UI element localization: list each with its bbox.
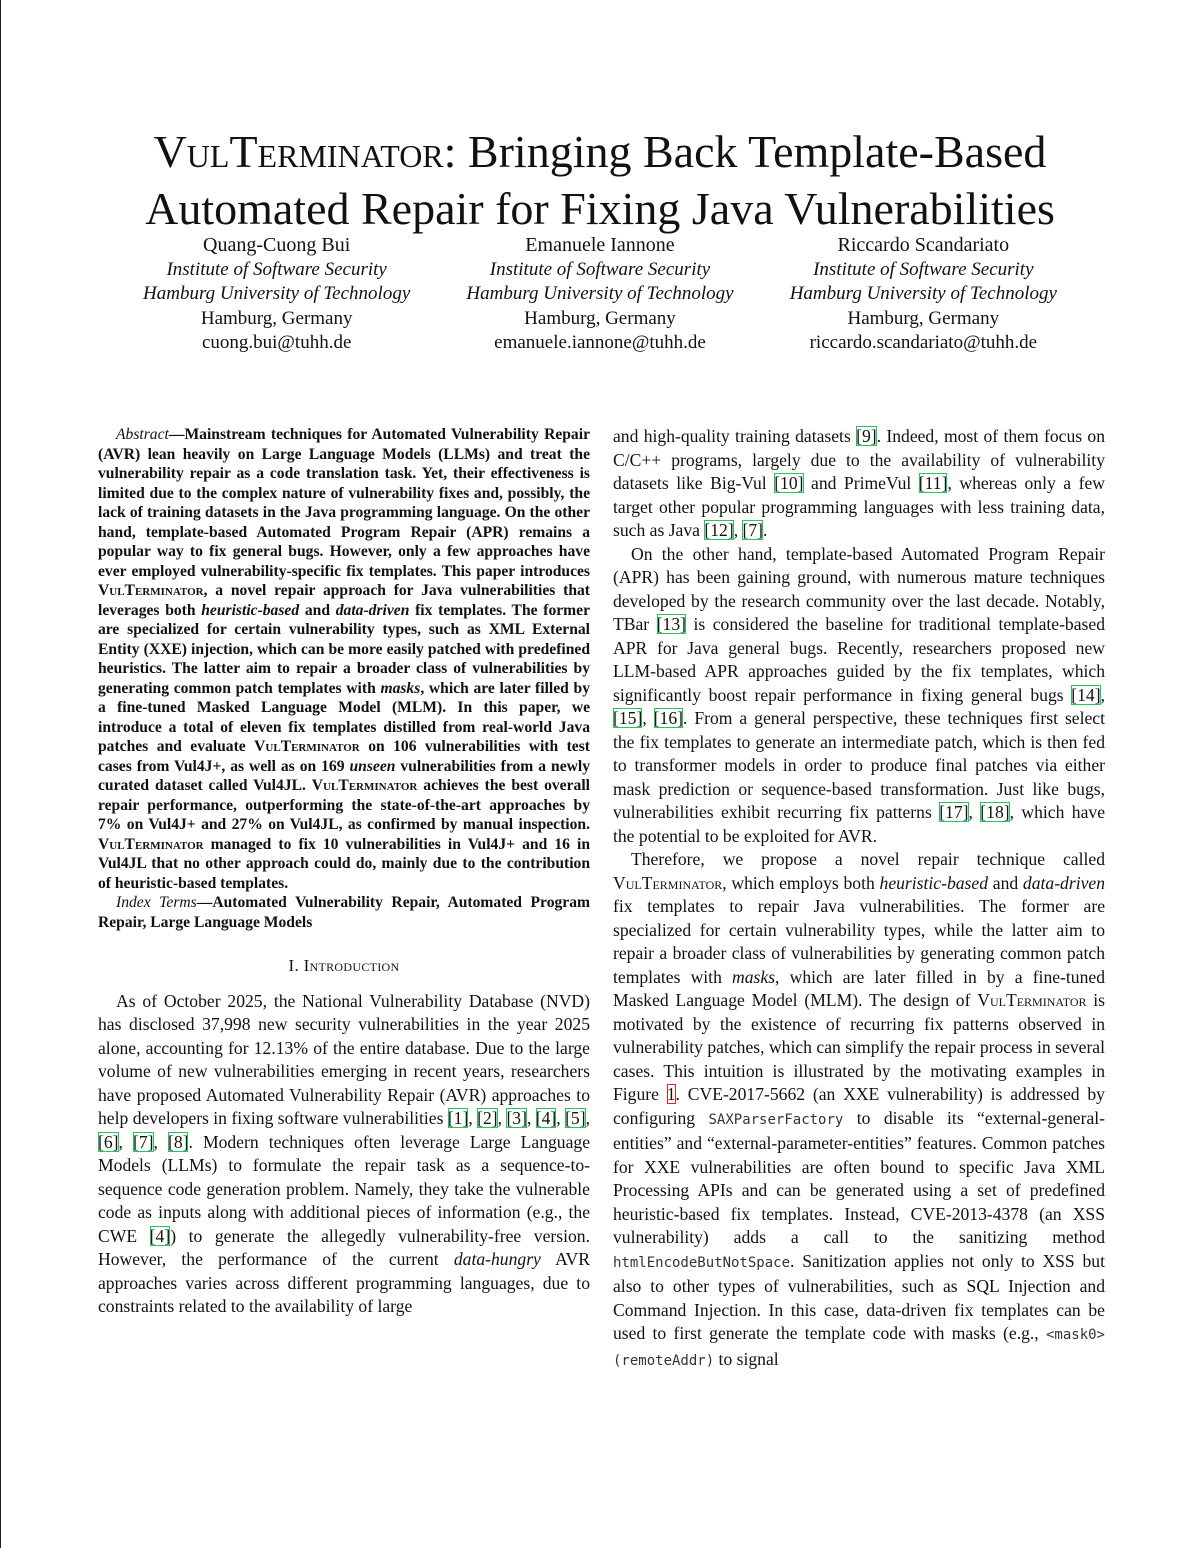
body-text: . Sanitization applies not only to XSS but also to other types of vulnerabilities, such as SQL Injection and Command Injection. In this case, data-driven fix templates can be used to first generate the template code with masks (e.g., [613,1250,1105,1343]
citation-link[interactable]: [7] [132,1131,154,1152]
body-text: . [763,520,768,540]
abstract-text: vulnerabilities from a newly curated dataset called Vul4JL. [98,757,591,794]
author-1 [115,233,438,356]
author-affiliation: Institute of Software Security [489,258,711,280]
body-text: AVR approaches varies across different programming languages, due to constraints related to the availability of large [98,1249,590,1316]
body-text: , which are later filled in by a fine-tuned Masked Language Model (MLM). The design of [613,966,1105,1010]
abstract-emphasis: masks [380,679,421,697]
author-university: Hamburg University of Technology [789,283,1057,304]
section-title: Introduction [303,956,400,975]
citation-link[interactable]: [18] [980,802,1010,822]
body-text: On the other hand, template-based Automated Program Repair (APR) has been gaining ground, with numerous mature techniques developed by the research community over the last decade. Notably, TBar [613,543,1105,634]
author-location: Hamburg, Germany [524,307,676,329]
citation-link[interactable]: [10] [774,473,804,493]
index-terms [98,893,590,932]
body-text: to signal [714,1348,779,1369]
page-left-border [0,0,1,1548]
body-text: , which have the potential to be exploited for AVR. [613,802,1106,846]
body-text: ) to generate the allegedly vulnerability-free version. However, the performance of the current [98,1225,590,1269]
tool-name: VulTerminator [977,990,1087,1010]
author-location: Hamburg, Germany [200,307,353,329]
author-university: Hamburg University of Technology [143,283,411,304]
paper-title [60,123,1140,237]
body-text: , whereas only a few target other popular programming languages with less training data, such as Java [613,473,1105,540]
author-affiliation: Institute of Software Security [813,258,1034,280]
abstract-text: fix templates. The former are specialized for certain vulnerability types, such as XML External Entity (XXE) injection, which can be more easily patched with predefined heuristics. The latter aim to repair a broader class of vulnerabilities by generating common patch templates with [98,601,590,697]
title-tool-name: VulTerminator [153,125,444,177]
author-name: Emanuele Iannone [525,234,675,256]
body-text: , [733,520,743,540]
citation-link[interactable]: [7] [742,520,763,540]
citation-link[interactable]: [12] [704,520,734,540]
tool-name: VulTerminator [98,582,204,599]
figure-link[interactable]: 1 [666,1084,676,1104]
code-snippet: SAXParserFactory [708,1111,844,1128]
author-2 [438,233,761,356]
citation-link[interactable]: [9] [856,426,877,446]
citation-link[interactable]: [3] [506,1108,527,1128]
code-snippet: <mask0>(remoteAddr) [613,1327,1105,1369]
abstract-text: managed to fix 10 vulnerabilities in Vul4J+ and 16 in Vul4JL that no other approach could do, mainly due to the contribution of heuristic-based templates. [98,835,590,892]
body-emphasis: heuristic-based [879,872,989,893]
code-snippet: htmlEncodeButNotSpace [613,1254,791,1271]
body-text: . Indeed, most of them focus on C/C++ programs, largely due to the availability of vulnerability datasets like Big-Vul [613,426,1105,493]
body-paragraph: On the other hand, template-based Automated Program Repair (APR) has been gaining ground, with numerous mature techniques developed by the research community over the last decade. Notably, TBar [13] is considered the baseline for traditional template-based APR for Java general bugs. Recently, researchers proposed new LLM-based APR approaches guided by the fix templates, which significantly boost repair performance in fixing general bugs [14], [15], [16]. From a general perspective, these techniques first select the fix templates to generate an intermediate patch, which is then fed to transformer models in order to produce final patches via either mask prediction or sequence-based transformation. Just like bugs, vulnerabilities exhibit recurring fix patterns [17], [18], which have the potential to be exploited for AVR. [613,543,1106,846]
tool-name: VulTerminator [613,872,723,893]
section-heading [98,954,590,978]
author-location: Hamburg, Germany [847,307,1000,329]
body-emphasis: data-driven [1022,872,1106,893]
body-text: , which employs both [722,872,880,893]
body-text: is considered the baseline for traditional template-based APR for Java general bugs. Recently, researchers proposed new LLM-based APR approaches guided by the fix templates, which significantly boost repair performance in fixing general bugs [613,614,1105,705]
section-number: I. [288,956,304,975]
body-paragraph [613,425,1105,543]
abstract-label: Abstract [116,426,169,443]
body-emphasis: masks [732,966,776,987]
body-text: fix templates to repair Java vulnerabilities. The former are specialized for certain vulnerability types, while the latter aim to repair a broader class of vulnerabilities by generating common patch templates with [613,896,1105,987]
abstract-emphasis: data-driven [335,601,410,619]
author-name: Quang-Cuong Bui [203,234,351,256]
body-text: and high-quality training datasets [613,426,857,446]
body-text: . CVE-2017-5662 (an XXE vulnerability) is addressed by configuring [613,1084,1105,1128]
right-column [613,425,1105,1373]
tool-name: VulTerminator [254,738,360,755]
body-text: is motivated by the existence of recurring fix patterns observed in vulnerability patches, which can simplify the repair process in several cases. This intuition is illustrated by the motivating examples in Figure [613,990,1106,1104]
abstract-text: , which are later filled by a fine-tuned Masked Language Model (MLM). In this paper, we introduce a total of eleven fix templates distilled from real-world Java patches and evaluate [98,679,590,755]
author-block [115,233,1085,356]
author-university: Hamburg University of Technology [466,283,734,304]
abstract-emphasis: heuristic-based [201,601,300,619]
author-email: emanuele.iannone@tuhh.de [494,332,706,353]
citation-link[interactable]: [15] [613,708,643,728]
body-text: . Modern techniques often leverage Large Language Models (LLMs) to formulate the repair task as a sequence-to-sequence code generation problem. Namely, they take the vulnerable code as inputs along with additional pieces of information (e.g., the CWE [98,1131,590,1246]
citation-link[interactable]: [1] [447,1108,469,1128]
author-affiliation: Institute of Software Security [166,258,387,280]
abstract-text: on 106 vulnerabilities with test cases from Vul4J+, as well as on 169 [98,738,590,775]
abstract [98,425,590,893]
citation-link[interactable]: [4] [535,1108,557,1128]
intro-paragraph: As of October 2025, the National Vulnerability Database (NVD) has disclosed 37,998 new security vulnerabilities in the year 2025 alone, accounting for 12.13% of the entire database. Due to the large volume of new vulnerabilities emerging in recent years, researchers have proposed Automated Vulnerability Repair (AVR) approaches to help developers in fixing software vulnerabilities [1], [2], [3], [4], [5], [6], [7], [8]. Modern techniques often leverage Large Language Models (LLMs) to formulate the repair task as a sequence-to-sequence code generation problem. Namely, they take the vulnerable code as inputs along with additional pieces of information (e.g., the CWE [4]) to generate the allegedly vulnerability-free version. However, the performance of the current data-hungry AVR approaches varies across different programming languages, due to constraints related to the availability of large [98,990,590,1316]
abstract-text: , a novel repair approach for Java vulnerabilities that leverages both [98,582,590,619]
citation-link[interactable]: [8] [167,1131,189,1152]
tool-name: VulTerminator [98,835,204,853]
body-text: and PrimeVul [803,473,919,493]
citation-link[interactable]: [11] [918,473,948,493]
abstract-text: achieves the best overall repair performance, outperforming the state-of-the-art approaches by 7% on Vul4J+ and 27% on Vul4JL, as confirmed by manual inspection. [98,777,590,833]
author-email: cuong.bui@tuhh.de [201,332,352,353]
body-emphasis: data-hungry [453,1249,541,1269]
left-column [98,425,590,1319]
author-3 [762,233,1085,356]
abstract-text: —Mainstream techniques for Automated Vulnerability Repair (AVR) lean heavily on Large Language Models (LLMs) and treat the vulnerability repair as a code translation task. Yet, their effectiveness is limited due to the complex nature of vulnerability fixes and, possibly, the lack of training datasets in the Java programming language. On the other hand, template-based Automated Program Repair (APR) remains a popular way to fix general bugs. However, only a few approaches have ever employed vulnerability-specific fix templates. This paper introduces [98,426,590,580]
citation-link[interactable]: [14] [1071,684,1101,705]
abstract-emphasis: unseen [349,757,396,775]
body-text: As of October 2025, the National Vulnerability Database (NVD) has disclosed 37,998 new security vulnerabilities in the year 2025 alone, accounting for 12.13% of the entire database. Due to the large volume of new vulnerabilities emerging in recent years, researchers have proposed Automated Vulnerability Repair (AVR) approaches to help developers in fixing software vulnerabilities [98,990,590,1128]
citation-link[interactable]: [5] [565,1108,586,1128]
author-name: Riccardo Scandariato [837,234,1010,256]
body-text: . From a general perspective, these techniques first select the fix templates to generate an intermediate patch, which is then fed to transformer models in order to produce final patches via either mask prediction or sequence-based transformation. Just like bugs, vulnerabilities exhibit recurring fix patterns [613,708,1106,822]
tool-name: VulTerminator [311,777,418,794]
citation-link[interactable]: [17] [939,802,969,822]
citation-link[interactable]: [13] [656,614,686,634]
index-terms-text: —Automated Vulnerability Repair, Automated Program Repair, Large Language Models [98,894,590,931]
body-text: and [988,872,1023,893]
title-rest: : Bringing Back Template-Based Automated Repair for Fixing Java Vulnerabilities [145,125,1055,234]
citation-link[interactable]: [6] [98,1131,119,1152]
citation-link[interactable]: [2] [477,1108,498,1128]
body-paragraph [613,848,1105,1373]
author-email: riccardo.scandariato@tuhh.de [809,332,1038,353]
body-text: Therefore, we propose a novel repair technique called [631,849,1105,869]
body-text: to disable its “external-general-entities” and “external-parameter-entities” features. Common patches for XXE vulnerabilities are often bound to specific Java XML Processing APIs and can be generated using a set of predefined heuristic-based fix templates. Instead, CVE-2013-4378 (an XSS vulnerability) adds a call to the sanitizing method [613,1107,1106,1247]
citation-link[interactable]: [16] [653,708,683,728]
index-terms-label: Index Terms [116,894,197,911]
abstract-text: and [299,601,336,619]
citation-link[interactable]: [4] [149,1225,171,1246]
